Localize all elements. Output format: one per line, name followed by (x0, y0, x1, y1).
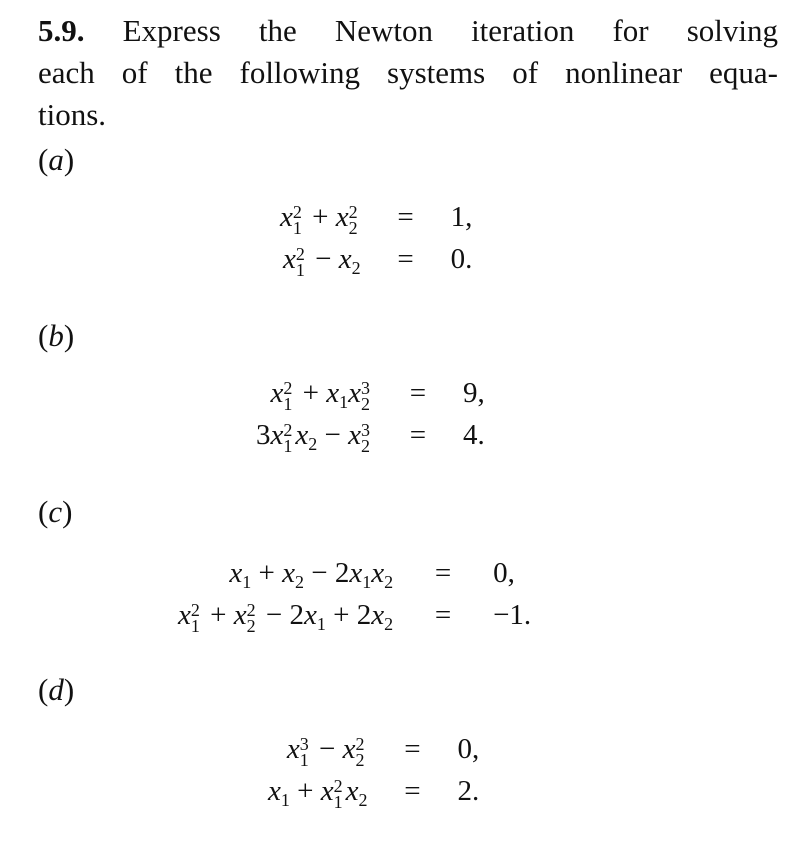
equation-row (178, 594, 531, 636)
problem-statement (38, 10, 778, 136)
equals-sign: = (409, 377, 427, 409)
problem-text-1: Express the Newton iteration for solving (122, 13, 778, 48)
equation-lhs: x 2 1 + x 2 2 (280, 201, 358, 238)
equals-sign: = (409, 419, 427, 451)
equation-row (268, 728, 479, 770)
equation-lhs: $x_1 + x$ 2 1 $x_2$ (268, 775, 368, 812)
equation-lhs: 3x 2 1 $x_2 - x$ 3 2 (256, 419, 370, 456)
part-b-equations (256, 372, 485, 456)
equation-rhs: 4. (462, 419, 485, 451)
part-a-equations (280, 196, 472, 280)
part-b-label: (b) (38, 318, 75, 353)
equation-rhs: 0. (450, 243, 473, 275)
equation-row (256, 372, 485, 414)
equals-sign: = (434, 557, 452, 589)
equation-row (268, 770, 479, 812)
equals-sign: = (404, 775, 421, 807)
equation-lhs: $x_1 + x_2 - 2x_1x_2$ (229, 557, 394, 592)
equals-sign: = (404, 733, 421, 765)
equation-rhs: 1, (450, 201, 473, 233)
equation-rhs: −1. (493, 599, 532, 631)
problem-number: 5.9. (38, 13, 85, 48)
problem-line-1 (38, 10, 778, 52)
equals-sign: = (434, 599, 452, 631)
part-c-equations (178, 552, 531, 636)
equation-lhs: x 2 1 − $x_2$ (283, 243, 361, 280)
part-a-label: (a) (38, 142, 75, 177)
equals-sign: = (397, 243, 414, 275)
equation-lhs: x 2 1 + $x_1x$ 3 2 (270, 377, 370, 414)
part-c-label: (c) (38, 494, 73, 529)
equation-row (280, 238, 472, 280)
equation-rhs: 0, (457, 733, 480, 765)
equation-row (178, 552, 531, 594)
equals-sign: = (397, 201, 414, 233)
equation-row (280, 196, 472, 238)
equation-lhs: x 2 1 + x 2 2 − $2x_1 + 2x_2$ (178, 599, 394, 636)
equation-rhs: 2. (457, 775, 480, 807)
equation-rhs: 9, (462, 377, 485, 409)
equation-rhs: 0, (493, 557, 515, 589)
problem-line-3: tions. (38, 97, 107, 132)
equation-lhs: x 3 1 − x 2 2 (286, 733, 365, 770)
part-d-label: (d) (38, 672, 75, 707)
part-d-equations (268, 728, 479, 812)
equation-row (256, 414, 485, 456)
problem-line-2: each of the following systems of nonlinear equa- (38, 55, 778, 90)
